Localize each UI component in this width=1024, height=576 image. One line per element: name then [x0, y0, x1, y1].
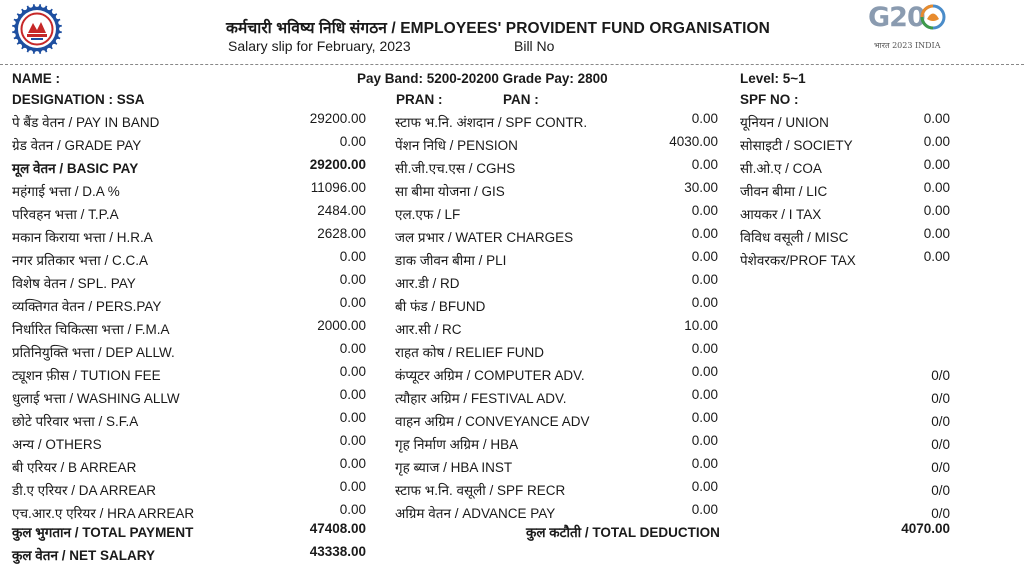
- deduction-value: 0.00: [923, 180, 950, 195]
- pay-band-info: Pay Band: 5200-20200 Grade Pay: 2800: [357, 71, 608, 86]
- total-deduction-label: कुल कटौती / TOTAL DEDUCTION: [526, 525, 720, 540]
- earning-label: डी.ए एरियर / DA ARREAR: [12, 483, 157, 498]
- deduction-value: 0.00: [691, 295, 718, 310]
- salary-slip-period: [228, 38, 555, 54]
- deduction-value: 0.00: [691, 387, 718, 402]
- deduction-label: स्टाफ भ.नि. वसूली / SPF RECR: [395, 483, 566, 498]
- salary-slip-label: Salary slip for February, 2023: [228, 38, 411, 54]
- earning-label: ट्यूशन फ़ीस / TUTION FEE: [12, 368, 161, 383]
- earning-value: 2000.00: [317, 318, 366, 333]
- earning-value: 0.00: [339, 341, 366, 356]
- earning-value: 0.00: [339, 387, 366, 402]
- earning-label: एच.आर.ए एरियर / HRA ARREAR: [12, 506, 195, 521]
- deduction-value: 0.00: [691, 249, 718, 264]
- deduction-label: पेशेवरकर/PROF TAX: [740, 253, 856, 268]
- designation-info: DESIGNATION : SSA: [12, 92, 145, 107]
- deduction-label: राहत कोष / RELIEF FUND: [395, 345, 545, 360]
- earning-value: 0.00: [339, 410, 366, 425]
- installment-count: 0/0: [931, 460, 950, 475]
- deduction-label: गृह निर्माण अग्रिम / HBA: [395, 437, 519, 452]
- earning-label: प्रतिनियुक्ति भत्ता / DEP ALLW.: [12, 345, 175, 360]
- deduction-value: 0.00: [691, 502, 718, 517]
- deduction-label: आर.डी / RD: [395, 276, 460, 291]
- earning-label: व्यक्तिगत वेतन / PERS.PAY: [12, 299, 162, 314]
- earning-value: 0.00: [339, 272, 366, 287]
- deduction-value: 0.00: [691, 479, 718, 494]
- deduction-value: 0.00: [923, 157, 950, 172]
- deduction-label: सी.ओ.ए / COA: [740, 161, 822, 176]
- deduction-value: 4030.00: [669, 134, 718, 149]
- deduction-value: 0.00: [691, 410, 718, 425]
- deduction-label: अग्रिम वेतन / ADVANCE PAY: [395, 506, 556, 521]
- earning-value: 0.00: [339, 433, 366, 448]
- deduction-label: कंप्यूटर अग्रिम / COMPUTER ADV.: [395, 368, 585, 383]
- earning-label: विशेष वेतन / SPL. PAY: [12, 276, 136, 291]
- deduction-label: पेंशन निधि / PENSION: [395, 138, 518, 153]
- deduction-label: आयकर / I TAX: [740, 207, 822, 222]
- earning-value: 2484.00: [317, 203, 366, 218]
- deduction-value: 0.00: [923, 134, 950, 149]
- earning-value: 2628.00: [317, 226, 366, 241]
- pan-label: PAN :: [503, 92, 539, 107]
- deduction-label: त्यौहार अग्रिम / FESTIVAL ADV.: [395, 391, 567, 406]
- total-deduction-value: 4070.00: [901, 521, 950, 536]
- earning-value: 0.00: [339, 364, 366, 379]
- deduction-label: बी फंड / BFUND: [395, 299, 486, 314]
- deduction-value: 0.00: [923, 111, 950, 126]
- deduction-value: 0.00: [691, 456, 718, 471]
- g20-subtitle: भारत 2023 INDIA: [874, 41, 941, 50]
- deduction-value: 0.00: [691, 203, 718, 218]
- organisation-title: कर्मचारी भविष्य निधि संगठन / EMPLOYEES' PROVIDENT FUND ORGANISATION: [226, 20, 770, 37]
- earning-label: निर्धारित चिकित्सा भत्ता / F.M.A: [12, 322, 170, 337]
- deduction-label: सोसाइटी / SOCIETY: [740, 138, 853, 153]
- pran-label: PRAN :: [396, 92, 443, 107]
- deduction-value: 0.00: [691, 341, 718, 356]
- bill-no-label: Bill No: [514, 38, 555, 54]
- installment-count: 0/0: [931, 437, 950, 452]
- g20-logo: [866, 0, 956, 56]
- installment-count: 0/0: [931, 483, 950, 498]
- deduction-label: विविध वसूली / MISC: [740, 230, 849, 245]
- total-payment-label: कुल भुगतान / TOTAL PAYMENT: [12, 525, 194, 540]
- deduction-label: आर.सी / RC: [395, 322, 462, 337]
- earning-label: बी एरियर / B ARREAR: [12, 460, 137, 475]
- header-divider: [0, 64, 1024, 65]
- deduction-label: यूनियन / UNION: [740, 115, 829, 130]
- net-salary-value: 43338.00: [309, 544, 366, 559]
- earning-label: पे बैंड वेतन / PAY IN BAND: [12, 115, 160, 130]
- deduction-label: सा बीमा योजना / GIS: [395, 184, 505, 199]
- deduction-value: 0.00: [691, 364, 718, 379]
- earning-label: महंगाई भत्ता / D.A %: [12, 184, 120, 199]
- slip-header: [0, 0, 1024, 62]
- net-salary-label: कुल वेतन / NET SALARY: [12, 548, 155, 563]
- deduction-value: 0.00: [691, 157, 718, 172]
- earning-value: 0.00: [339, 295, 366, 310]
- earning-value: 29200.00: [309, 111, 366, 126]
- earning-label: परिवहन भत्ता / T.P.A: [12, 207, 119, 222]
- spf-no-label: SPF NO :: [740, 92, 799, 107]
- deduction-value: 0.00: [923, 226, 950, 241]
- deduction-label: जल प्रभार / WATER CHARGES: [395, 230, 574, 245]
- level-info: Level: 5~1: [740, 71, 806, 86]
- earning-value: 0.00: [339, 456, 366, 471]
- earning-value: 0.00: [339, 502, 366, 517]
- installment-count: 0/0: [931, 391, 950, 406]
- earning-label: नगर प्रतिकार भत्ता / C.C.A: [12, 253, 148, 268]
- deduction-value: 0.00: [691, 433, 718, 448]
- deduction-value: 0.00: [923, 249, 950, 264]
- deduction-value: 0.00: [691, 226, 718, 241]
- deduction-label: गृह ब्याज / HBA INST: [395, 460, 513, 475]
- earning-value: 0.00: [339, 249, 366, 264]
- deduction-label: जीवन बीमा / LIC: [740, 184, 828, 199]
- g20-mark: G20: [868, 2, 925, 33]
- lotus-icon: [918, 4, 948, 30]
- epfo-logo-icon: [11, 3, 63, 55]
- installment-count: 0/0: [931, 368, 950, 383]
- earning-label: अन्य / OTHERS: [12, 437, 102, 452]
- earning-value: 29200.00: [309, 157, 366, 172]
- deduction-label: वाहन अग्रिम / CONVEYANCE ADV: [395, 414, 590, 429]
- deduction-value: 30.00: [684, 180, 718, 195]
- earning-value: 0.00: [339, 479, 366, 494]
- installment-count: 0/0: [931, 414, 950, 429]
- deduction-value: 10.00: [684, 318, 718, 333]
- earning-label: धुलाई भत्ता / WASHING ALLW: [12, 391, 180, 406]
- earning-value: 0.00: [339, 134, 366, 149]
- earning-value: 11096.00: [310, 180, 366, 195]
- deduction-value: 0.00: [923, 203, 950, 218]
- earning-label: मूल वेतन / BASIC PAY: [12, 161, 139, 176]
- deduction-value: 0.00: [691, 272, 718, 287]
- deduction-label: स्टाफ भ.नि. अंशदान / SPF CONTR.: [395, 115, 588, 130]
- deduction-label: सी.जी.एच.एस / CGHS: [395, 161, 516, 176]
- total-payment-value: 47408.00: [309, 521, 366, 536]
- earning-label: ग्रेड वेतन / GRADE PAY: [12, 138, 142, 153]
- earning-label: मकान किराया भत्ता / H.R.A: [12, 230, 153, 245]
- installment-count: 0/0: [931, 506, 950, 521]
- deduction-value: 0.00: [691, 111, 718, 126]
- deduction-label: डाक जीवन बीमा / PLI: [395, 253, 507, 268]
- earning-label: छोटे परिवार भत्ता / S.F.A: [12, 414, 139, 429]
- name-label: NAME :: [12, 71, 60, 86]
- deduction-label: एल.एफ / LF: [395, 207, 461, 222]
